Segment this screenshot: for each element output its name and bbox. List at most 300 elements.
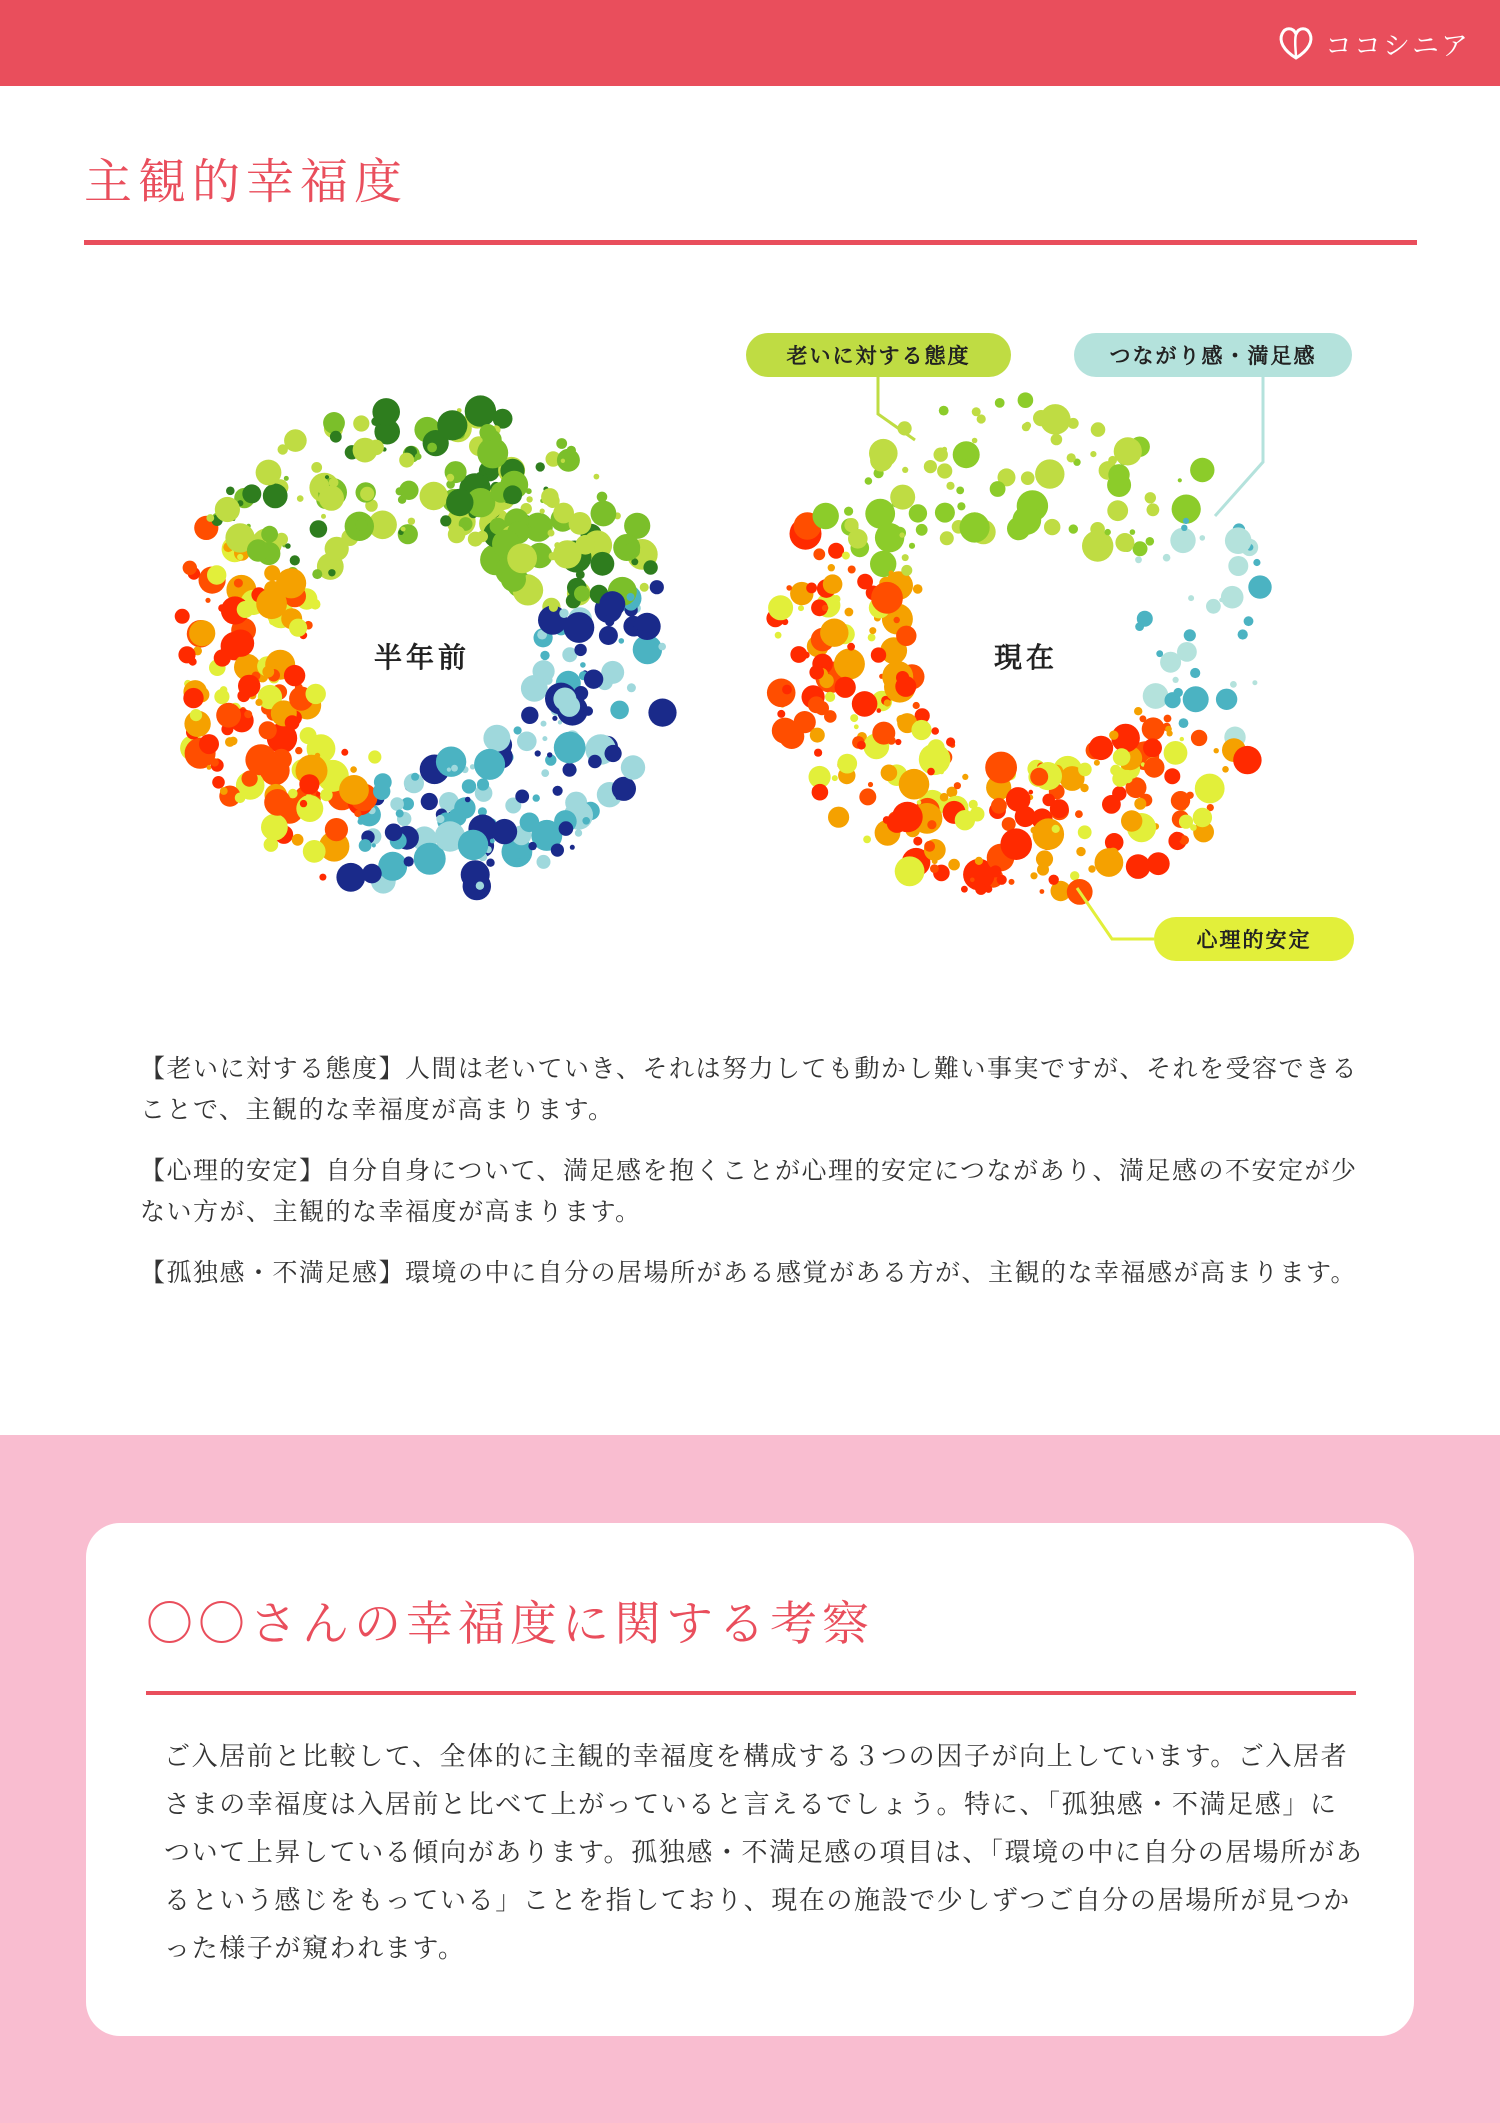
bubble-mark (1147, 503, 1160, 516)
bubble-mark (1052, 825, 1060, 833)
bubble-mark (916, 524, 928, 536)
bubble-mark (553, 688, 576, 711)
bubble-mark (1244, 616, 1254, 626)
bubble-mark (306, 684, 326, 704)
bubble-mark (1233, 746, 1261, 774)
bubble-mark (284, 665, 305, 686)
bubble-mark (808, 696, 825, 713)
bubble-mark (462, 779, 476, 793)
bubble-mark (828, 564, 835, 571)
bubble-mark (372, 843, 376, 847)
bubble-mark (985, 885, 993, 893)
bubble-mark (1163, 554, 1171, 562)
bubble-mark (1183, 686, 1209, 712)
bubble-mark (540, 651, 549, 660)
bubble-mark (474, 749, 505, 780)
bubble-mark (1144, 757, 1165, 778)
bubble-mark (303, 840, 326, 863)
bubble-mark (262, 666, 274, 678)
bubble-mark (556, 438, 567, 449)
bubble-mark (825, 692, 835, 702)
bubble-mark (189, 620, 215, 646)
bubble-mark (341, 749, 348, 756)
bubble-mark (1137, 611, 1153, 627)
bubble-mark (931, 727, 939, 735)
bubble-mark (1130, 529, 1136, 535)
bubble-mark (446, 474, 454, 482)
bubble-mark (396, 810, 404, 818)
bubble-mark (1146, 537, 1155, 546)
bubble-mark (362, 864, 382, 884)
bubble-mark (330, 431, 342, 443)
bubble-mark (584, 670, 603, 689)
bubble-mark (575, 829, 582, 836)
bubble-mark (320, 789, 333, 802)
bubble-mark (358, 818, 365, 825)
bubble-mark (263, 484, 288, 509)
bubble-mark (962, 774, 968, 780)
ring-label-now: 現在 (993, 641, 1059, 674)
bubble-mark (813, 503, 839, 529)
bubble-mark (574, 644, 586, 656)
bubble-mark (1186, 792, 1193, 799)
bubble-mark (954, 782, 961, 789)
bubble-mark (960, 512, 990, 542)
bubble-mark (465, 797, 471, 803)
bubble-mark (476, 882, 484, 890)
bubble-mark (507, 543, 537, 573)
bubble-mark (583, 706, 593, 716)
bubble-mark (1198, 833, 1204, 839)
bubble-mark (1179, 796, 1188, 805)
bubble-mark (972, 438, 978, 444)
bubble-mark (1068, 418, 1079, 429)
bubble-mark (328, 569, 335, 576)
bubble-mark (1156, 650, 1163, 657)
header-bar (0, 0, 1500, 86)
bubble-mark (881, 765, 898, 782)
bubble-mark (1147, 852, 1170, 875)
bubble-mark (1253, 559, 1260, 566)
bubble-mark (553, 786, 563, 796)
bubble-mark (549, 603, 558, 612)
bubble-mark (276, 568, 306, 598)
bubble-mark (1190, 458, 1214, 482)
card-body (164, 1733, 1364, 1973)
bubble-mark (1089, 736, 1113, 760)
analysis-card (86, 1523, 1414, 2036)
bubble-mark (1140, 715, 1147, 722)
bubble-mark (913, 837, 922, 846)
bubble-mark (1051, 434, 1063, 446)
bubble-mark (542, 736, 547, 741)
bubble-mark (768, 595, 793, 620)
bubble-mark (809, 665, 824, 680)
bubble-mark (870, 449, 893, 472)
bubble-mark (285, 715, 300, 730)
bubble-mark (895, 739, 901, 745)
bubble-mark (477, 778, 489, 790)
bubble-mark (247, 539, 269, 561)
heart-leaf-icon (1275, 22, 1317, 64)
bubble-mark (650, 580, 664, 594)
bubble-mark (844, 507, 853, 516)
bubble-mark (822, 605, 828, 611)
bubble-mark (1070, 871, 1079, 880)
bubble-mark (1033, 410, 1049, 426)
bubble-mark (199, 734, 219, 754)
bubble-mark (359, 839, 372, 852)
bubble-mark (415, 453, 422, 460)
bubble-mark (259, 721, 277, 739)
bubble-mark (636, 629, 643, 636)
bubble-mark (420, 482, 448, 510)
bubble-mark (533, 794, 540, 801)
bubble-mark (1180, 737, 1184, 741)
bubble-mark (894, 617, 900, 623)
bubble-mark (810, 728, 825, 743)
bubble-mark (1143, 738, 1162, 757)
bubble-mark (517, 732, 537, 752)
bubble-mark (880, 823, 886, 829)
bubble-mark (940, 793, 949, 802)
bubble-mark (961, 886, 968, 893)
bubble-mark (844, 518, 858, 532)
bubble-mark (909, 504, 927, 522)
bubble-mark (354, 810, 361, 817)
bubble-mark (924, 841, 935, 852)
bubble-mark (190, 709, 202, 721)
bubble-mark (1069, 524, 1078, 533)
bubble-mark (594, 474, 600, 480)
bubble-mark (552, 716, 557, 721)
bubble-mark (321, 514, 326, 519)
bubble-mark (1091, 422, 1106, 437)
bubble-mark (528, 842, 536, 850)
bubble-mark (541, 721, 547, 727)
bubble-mark (446, 489, 473, 516)
bubble-mark (541, 488, 559, 506)
bubble-mark (1177, 642, 1197, 662)
bubble-mark (1222, 766, 1229, 773)
bubble-mark (942, 447, 947, 452)
bubble-mark (300, 727, 317, 744)
bubble-mark (212, 776, 225, 789)
bubble-mark (220, 787, 228, 795)
bubble-mark (1221, 586, 1244, 609)
bubble-mark (451, 765, 458, 772)
bubble-mark (368, 750, 381, 763)
bubble-mark (902, 467, 908, 473)
card-title: 〇〇さんの幸福度に関する考察 (146, 1597, 874, 1652)
bubble-mark (1078, 763, 1092, 777)
bubble-mark (588, 755, 602, 769)
bubble-mark (543, 676, 552, 685)
bubble-mark (814, 749, 822, 757)
title-underline (84, 240, 1417, 245)
bubble-mark (956, 487, 964, 495)
bubble-mark (857, 574, 873, 590)
bubble-mark (658, 643, 666, 651)
bubble-mark (1022, 423, 1030, 431)
ring-label-before: 半年前 (373, 641, 471, 674)
bubble-mark (553, 540, 581, 568)
bubble-mark (850, 714, 858, 722)
bubble-mark (315, 753, 320, 758)
bubble-mark (1049, 875, 1059, 885)
bubble-mark (458, 830, 488, 860)
bubble-mark (486, 859, 494, 867)
bubble-mark (616, 795, 621, 800)
bubble-mark (627, 683, 636, 692)
bubble-mark (292, 834, 304, 846)
bubble-mark (537, 855, 551, 869)
bubble-mark (514, 726, 522, 734)
bubble-mark (812, 784, 829, 801)
bubble-mark (1184, 629, 1196, 641)
bubble-mark (264, 789, 291, 816)
bubble-mark (574, 586, 590, 602)
bubble-mark (580, 662, 586, 668)
bubble-mark (448, 526, 466, 544)
bubble-mark (214, 649, 231, 666)
callout-line-connection (1215, 377, 1263, 516)
bubble-mark (238, 675, 260, 697)
bubble-mark (868, 782, 873, 787)
bubble-mark (350, 766, 357, 773)
bubble-mark (928, 739, 945, 756)
bubble-mark (599, 591, 625, 617)
bubble-mark (813, 548, 825, 560)
bubble-mark (285, 543, 291, 549)
bubble-mark (1075, 810, 1083, 818)
bubble-mark (1033, 818, 1065, 850)
bubble-mark (529, 519, 538, 528)
bubble-mark (1030, 872, 1037, 879)
bubble-mark (937, 463, 952, 478)
bubble-mark (1108, 456, 1117, 465)
bubble-mark (237, 554, 243, 560)
bubble-mark (990, 481, 1006, 497)
bubble-mark (535, 750, 541, 756)
section-title: 主観的幸福度 (84, 154, 409, 210)
bubble-mark (896, 671, 909, 684)
bubble-mark (852, 691, 878, 717)
bubble-mark (374, 773, 392, 791)
bubble-mark (828, 543, 844, 559)
bubble-mark (399, 453, 414, 468)
bubble-mark (838, 658, 848, 668)
bubble-mark (1133, 541, 1148, 556)
bubble-mark (372, 398, 400, 426)
bubble-mark (353, 438, 378, 463)
bubble-mark (290, 555, 300, 565)
bubble-mark (845, 608, 854, 617)
bubble-mark (503, 485, 522, 504)
bubble-mark (526, 496, 532, 502)
bubble-mark (869, 627, 876, 634)
bubble-mark (1173, 677, 1179, 683)
bubble-mark (767, 679, 796, 708)
bubble-mark (612, 777, 636, 801)
bubble-mark (995, 398, 1005, 408)
bubble-mark (465, 395, 496, 426)
bubble-mark (570, 845, 575, 850)
bubble-mark (1164, 768, 1180, 784)
bubble-mark (563, 763, 577, 777)
bubble-mark (1029, 790, 1034, 795)
bubble-mark (559, 609, 568, 618)
bubble-mark (1231, 530, 1247, 546)
brand-logo[interactable] (1275, 22, 1470, 64)
bubble-mark (1085, 536, 1091, 542)
bubble-mark (1114, 437, 1142, 465)
bubble-mark (640, 583, 649, 592)
bubble-mark (1109, 731, 1118, 740)
bubble-mark (226, 487, 235, 496)
bubble-ring-charts (0, 300, 1500, 1000)
bubble-mark (1206, 599, 1221, 614)
bubble-mark (207, 765, 212, 770)
bubble-mark (396, 487, 404, 495)
bubble-mark (567, 446, 576, 455)
bubble-mark (786, 585, 792, 591)
bubble-mark (842, 552, 850, 560)
bubble-mark (227, 630, 254, 657)
bubble-mark (895, 856, 925, 886)
bubble-mark (1021, 471, 1035, 485)
bubble-mark (889, 570, 894, 575)
bubble-mark (782, 685, 792, 695)
bubble-mark (323, 412, 345, 434)
bubble-mark (872, 722, 895, 745)
bubble-mark (295, 747, 302, 754)
bubble-mark (515, 790, 529, 804)
bubble-mark (216, 703, 241, 728)
bubble-mark (300, 800, 307, 807)
bubble-mark (256, 460, 282, 486)
bubble-mark (261, 526, 278, 543)
bubble-mark (1216, 689, 1237, 710)
bubble-mark (775, 632, 782, 639)
bubble-mark (339, 775, 369, 805)
bubble-mark (957, 502, 965, 510)
callout-connection-satisfaction: つながり感・満足感 (1074, 333, 1352, 377)
bubble-mark (1145, 492, 1156, 503)
bubble-mark (1164, 715, 1172, 723)
bubble-mark (948, 859, 960, 871)
bubble-mark (436, 747, 466, 777)
bubble-mark (401, 527, 406, 532)
bubble-mark (299, 774, 319, 794)
bubble-mark (242, 484, 261, 503)
bubble-mark (1102, 795, 1121, 814)
bubble-mark (1200, 535, 1206, 541)
bubble-mark (901, 565, 912, 576)
bubble-mark (1018, 392, 1034, 408)
bubble-mark (917, 800, 922, 805)
bubble-mark (440, 515, 451, 526)
bubble-mark (1078, 825, 1092, 839)
bubble-mark (356, 519, 368, 531)
bubble-mark (643, 560, 657, 574)
card-title-underline (146, 1691, 1356, 1695)
bubble-mark (927, 820, 936, 829)
description-aging: 【老いに対する態度】人間は老いていき、それは努力しても動かし難い事実ですが、それを受容できることで、主観的な幸福度が高まります。 (140, 1054, 1359, 1124)
bubble-mark (871, 647, 886, 662)
bubble-mark (991, 798, 1007, 814)
bubble-mark (421, 793, 438, 810)
bubble-mark (215, 497, 240, 522)
bubble-mark (289, 619, 307, 637)
bubble-mark (1126, 854, 1151, 879)
bubble-mark (1009, 879, 1015, 885)
bubble-mark (390, 797, 404, 811)
bubble-mark (336, 863, 365, 892)
bubble-mark (427, 443, 437, 453)
bubble-mark (924, 460, 937, 473)
bubble-mark (591, 552, 615, 576)
bubble-mark (997, 875, 1007, 885)
bubble-mark (1121, 810, 1142, 831)
bubble-mark (1090, 451, 1096, 457)
bubble-mark (1164, 741, 1188, 765)
bubble-mark (1191, 730, 1207, 746)
bubble-mark (447, 768, 451, 772)
bubble-mark (520, 813, 540, 833)
bubble-mark (940, 531, 954, 545)
bubble-mark (1128, 734, 1134, 740)
bubble-mark (1174, 688, 1183, 697)
bubble-mark (1248, 575, 1271, 598)
bubble-mark (220, 686, 228, 694)
bubble-mark (548, 530, 555, 537)
bubble-mark (183, 561, 197, 575)
bubble-mark (1238, 629, 1248, 639)
bubble-mark (551, 844, 564, 857)
bubble-mark (1165, 726, 1172, 733)
bubble-mark (930, 864, 939, 873)
bubble-mark (205, 598, 210, 603)
bubble-mark (483, 725, 510, 752)
bubble-mark (896, 626, 916, 646)
bubble-mark (939, 406, 949, 416)
bubble-mark (599, 626, 618, 645)
bubble-mark (1170, 528, 1195, 553)
bubble-mark (311, 462, 322, 473)
bubble-mark (492, 819, 517, 844)
bubble-mark (245, 744, 276, 775)
bubble-mark (477, 531, 488, 542)
bubble-mark (1094, 760, 1100, 766)
bubble-mark (970, 878, 975, 883)
bubble-mark (235, 793, 246, 804)
bubble-mark (946, 737, 955, 746)
bubble-mark (868, 634, 876, 642)
bubble-mark (863, 836, 871, 844)
bubble-mark (178, 646, 195, 663)
brand-name: ココシニア (1325, 30, 1470, 62)
bubble-mark (1088, 865, 1095, 872)
bubble-mark (857, 741, 866, 750)
bubble-mark (1076, 847, 1085, 856)
bubble-mark (1135, 556, 1142, 563)
bubble-mark (244, 710, 252, 718)
bubble-mark (1171, 832, 1181, 842)
bubble-mark (1098, 546, 1102, 550)
bubble-mark (1190, 668, 1200, 678)
bubble-mark (837, 754, 857, 774)
